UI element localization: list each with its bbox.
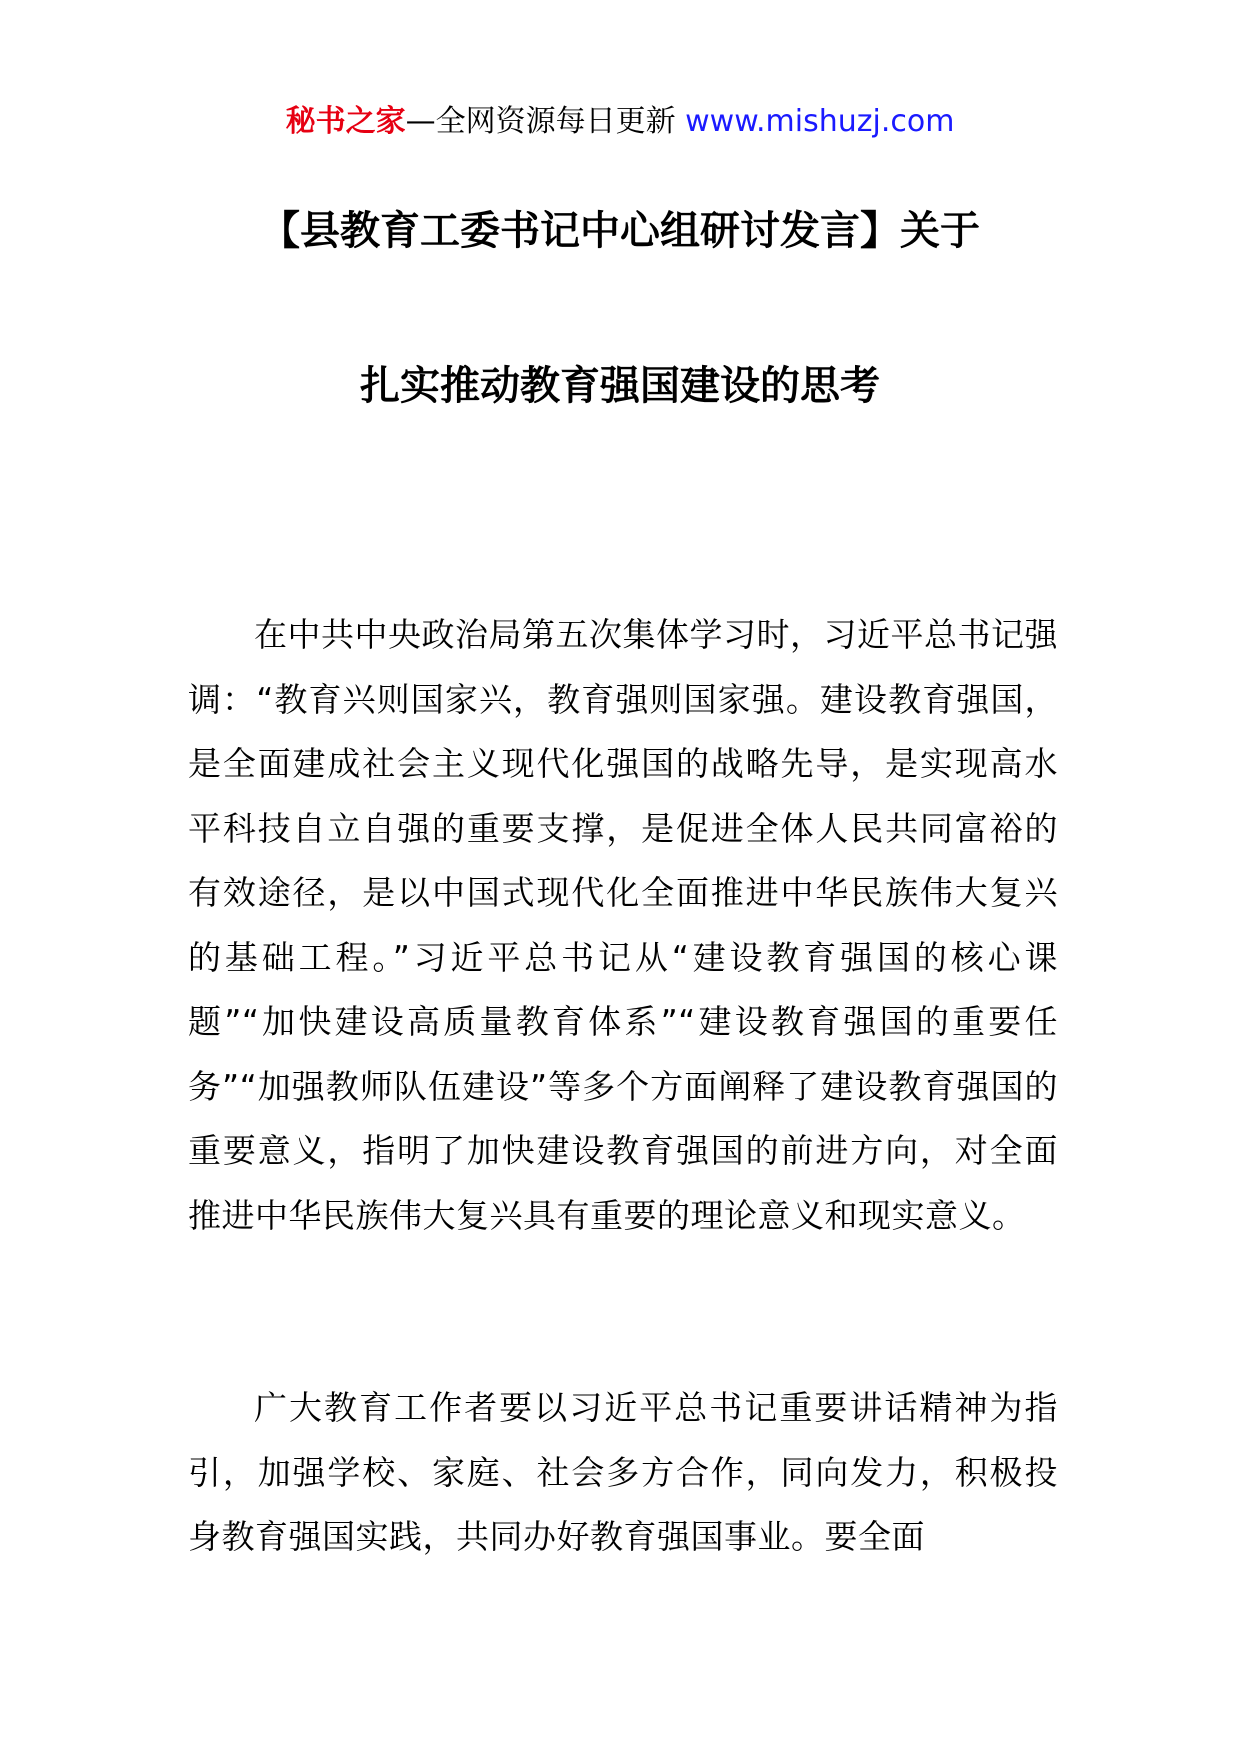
paragraph-2 [188, 1376, 1058, 1570]
paragraph-2-text: 广大教育工作者要以习近平总书记重要讲话精神为指引，加强学校、家庭、社会多方合作，同向发力，积极投身教育强国实践，共同办好教育强国事业。要全面 [188, 1388, 1058, 1556]
header-tagline: —全网资源每日更新 [405, 104, 676, 139]
brand-name: 秘书之家 [285, 104, 406, 139]
document-title-line-2: 扎实推动教育强国建设的思考 [360, 363, 880, 409]
site-url-link[interactable]: www.mishuzj.com [685, 104, 955, 139]
paragraph-1-text: 在中共中央政治局第五次集体学习时，习近平总书记强调：“教育兴则国家兴，教育强则国家强。建设教育强国，是全面建成社会主义现代化强国的战略先导，是实现高水平科技自立自强的重要支撑，是促进全体人民共同富裕的有效途径，是以中国式现代化全面推进中华民族伟大复兴的基础工程。”习近平总书记从“建设教育强国的核心课题”“加快建设高质量教育体系”“建设教育强国的重要任务”“加强教师队伍建设”等多个方面阐释了建设教育强国的重要意义，指明了加快建设教育强国的前进方向，对全面推进中华民族伟大复兴具有重要的理论意义和现实意义。 [188, 615, 1058, 1235]
paragraph-1 [188, 603, 1058, 1248]
site-header [0, 100, 1240, 144]
document-title-line-1: 【县教育工委书记中心组研讨发言】关于 [260, 208, 980, 254]
